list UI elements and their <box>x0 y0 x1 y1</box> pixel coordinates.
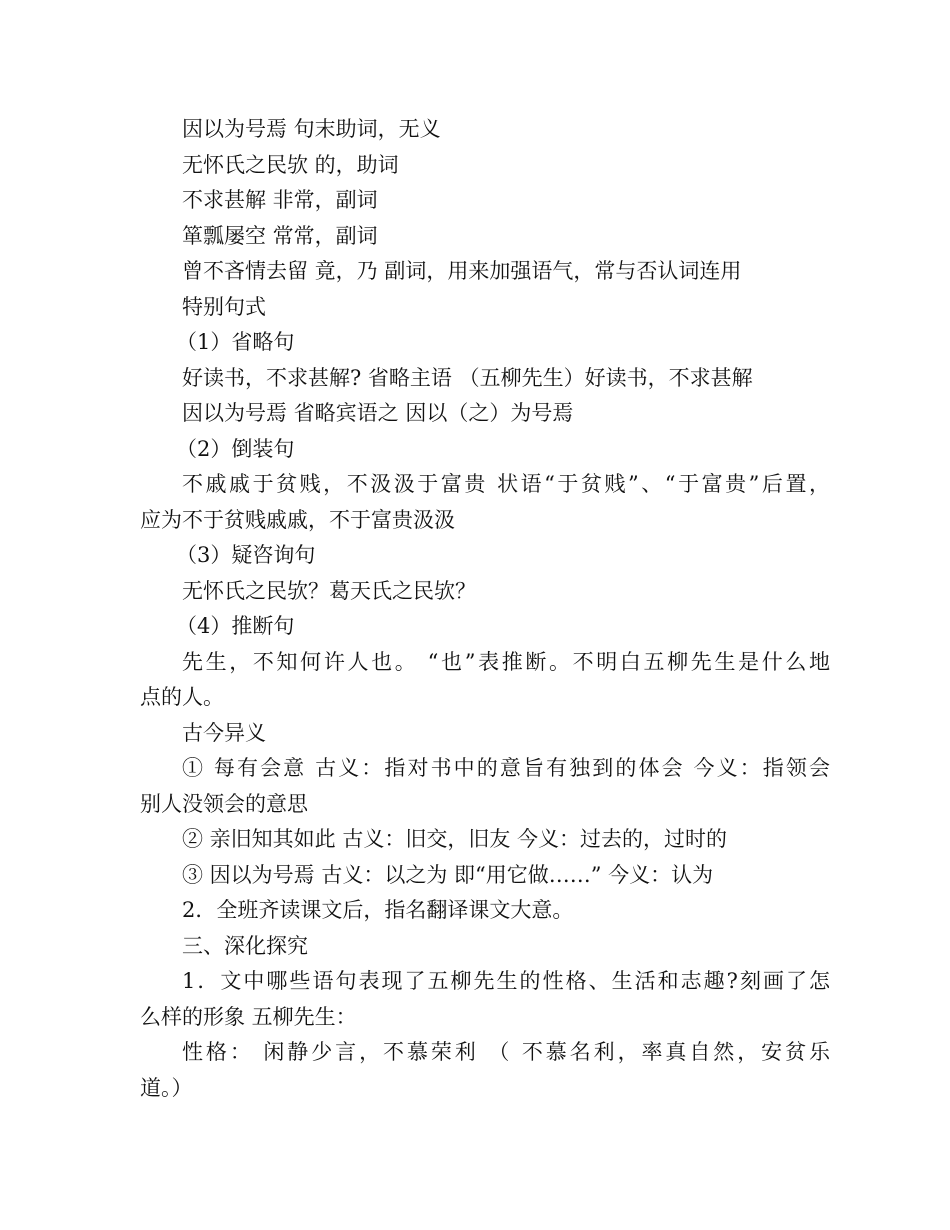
subsection-heading: （1）省略句 <box>176 330 295 354</box>
text-line: 不戚戚于贫贱，不汲汲于富贵 状语“于贫贱”、“于富贵”后置， <box>182 472 830 496</box>
subsection-heading: （2）倒装句 <box>176 436 295 461</box>
subsection-heading: （3）疑咨询句 <box>176 543 316 567</box>
text-line: 道。） <box>140 1075 193 1100</box>
text-line: 箪瓢屡空 常常，副词 <box>182 223 378 248</box>
text-line: 曾不吝情去留 竟，乃 副词，用来加强语气，常与否认词连用 <box>182 259 742 283</box>
text-line: 点的人。 <box>140 685 224 709</box>
section-heading: 三、深化探究 <box>182 933 308 958</box>
text-line: 1．文中哪些语句表现了五柳先生的性格、生活和志趣?刻画了怎 <box>182 969 830 993</box>
text-line: 因以为号焉 句末助词，无义 <box>182 117 441 141</box>
text-line: 因以为号焉 省略宾语之 因以（之）为号焉 <box>182 401 574 425</box>
text-line: 无怀氏之民欤？葛天氏之民欤？ <box>182 578 476 603</box>
text-line: ② 亲旧知其如此 古义：旧交，旧友 今义：过去的，过时的 <box>182 827 728 851</box>
document-body <box>140 112 830 1106</box>
text-line: 性格： 闲静少言，不慕荣利 （ 不慕名利，率真自然，安贫乐 <box>182 1040 830 1064</box>
text-line: 先生，不知何许人也。 “也”表推断。不明白五柳先生是什么地 <box>182 649 830 674</box>
section-heading: 特别句式 <box>182 294 266 319</box>
text-line: 好读书，不求甚解? 省略主语 （五柳先生）好读书，不求甚解 <box>182 365 753 390</box>
subsection-heading: （4）推断句 <box>176 614 295 638</box>
text-line: 无怀氏之民欤 的，助词 <box>182 152 399 177</box>
text-line: ③ 因以为号焉 古义：以之为 即“用它做……” 今义：认为 <box>182 862 714 887</box>
text-line: 不求甚解 非常，副词 <box>182 188 378 212</box>
text-line: 应为不于贫贱戚戚，不于富贵汲汲 <box>140 507 455 532</box>
text-line: 别人没领会的意思 <box>140 791 308 816</box>
text-line: 么样的形象 五柳先生： <box>140 1004 357 1029</box>
text-line: 2．全班齐读课文后，指名翻译课文大意。 <box>182 898 574 922</box>
text-line: ① 每有会意 古义：指对书中的意旨有独到的体会 今义：指领会 <box>182 756 830 780</box>
section-heading: 古今异义 <box>182 720 266 745</box>
